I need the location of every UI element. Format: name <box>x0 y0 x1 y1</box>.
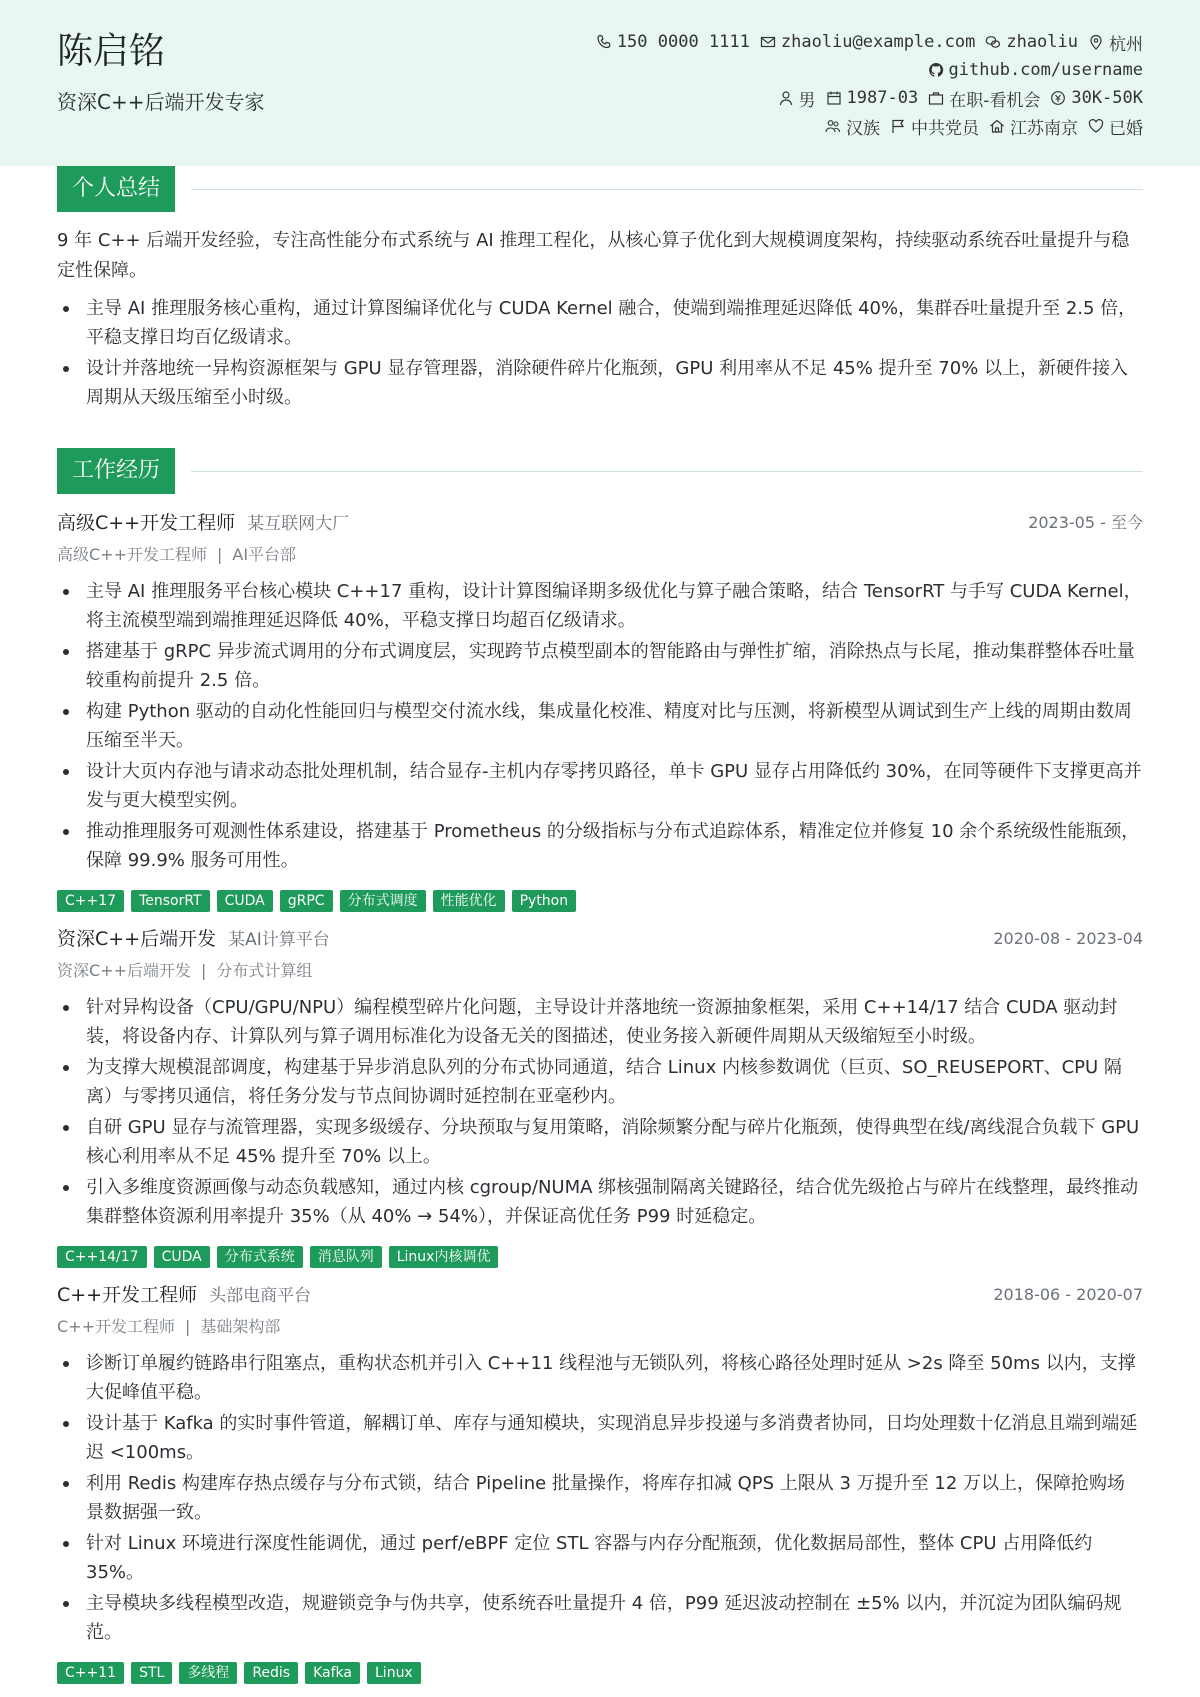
contact-row <box>423 56 1143 84</box>
list-item: 利用 Redis 构建库存热点缓存与分布式锁，结合 Pipeline 批量操作，将库存扣减 QPS 上限从 3 万提升至 12 万以上，保障抢购场景数据强一致。 <box>57 1469 1143 1527</box>
github-item[interactable] <box>928 60 1143 80</box>
list-item: 主导 AI 推理服务核心重构，通过计算图编译优化与 CUDA Kernel 融合，使端到端推理延迟降低 40%，集群吞吐量提升至 2.5 倍，平稳支撑日均百亿级请求。 <box>57 294 1143 352</box>
job-position: 资深C++后端开发 <box>57 961 191 980</box>
list-item: 针对 Linux 环境进行深度性能调优，通过 perf/eBPF 定位 STL 容器与内存分配瓶颈，优化数据局部性，整体 CPU 占用降低约 35%。 <box>57 1529 1143 1587</box>
resume-header <box>0 0 1200 166</box>
skill-tag: CUDA <box>154 1246 210 1268</box>
skill-tag: Linux <box>367 1662 421 1684</box>
section-divider <box>191 189 1143 190</box>
list-item: 主导 AI 推理服务平台核心模块 C++17 重构，设计计算图编译期多级优化与算子融合策略，结合 TensorRT 与手写 CUDA Kernel，将主流模型端到端推理延迟降低 40%，平稳支撑日均超百亿级请求。 <box>57 577 1143 635</box>
skill-tag: 消息队列 <box>310 1246 382 1268</box>
status-item <box>928 86 1040 111</box>
skill-tag: CUDA <box>217 890 273 912</box>
location-text: 杭州 <box>1109 34 1143 55</box>
github-icon <box>928 62 944 78</box>
skill-tag: Linux内核调优 <box>389 1246 499 1268</box>
ethnicity-item <box>825 114 880 139</box>
job-points <box>57 1349 1143 1649</box>
contact-info <box>423 28 1143 140</box>
job-title <box>57 510 349 537</box>
separator: | <box>201 961 207 980</box>
skill-tag: Python <box>512 890 577 912</box>
summary-points <box>57 294 1143 414</box>
separator: | <box>217 545 223 564</box>
job-department: 分布式计算组 <box>216 961 313 980</box>
skill-tags <box>57 890 583 912</box>
job-title-text: C++开发工程师 <box>57 1284 198 1306</box>
list-item: 搭建基于 gRPC 异步流式调用的分布式调度层，实现跨节点模型副本的智能路由与弹性扩缩，消除热点与长尾，推动集群整体吞吐量较重构前提升 2.5 倍。 <box>57 637 1143 695</box>
salary-text: 30K-50K <box>1071 88 1143 108</box>
summary-section-header <box>57 166 1143 212</box>
list-item: 诊断订单履约链路串行阻塞点，重构状态机并引入 C++11 线程池与无锁队列，将核心路径处理时延从 >2s 降至 50ms 以内，支撑大促峰值平稳。 <box>57 1349 1143 1407</box>
job-subline <box>57 959 312 983</box>
skill-tag: C++14/17 <box>57 1246 147 1268</box>
skill-tag: 多线程 <box>179 1662 237 1684</box>
list-item: 设计并落地统一异构资源框架与 GPU 显存管理器，消除硬件碎片化瓶颈，GPU 利用率从不足 45% 提升至 70% 以上，新硬件接入周期从天级压缩至小时级。 <box>57 354 1143 412</box>
contact-row <box>423 28 1143 56</box>
politics-text: 中共党员 <box>911 118 979 139</box>
location-item <box>1088 30 1143 55</box>
list-item: 自研 GPU 显存与流管理器，实现多级缓存、分块预取与复用策略，消除频繁分配与碎片化瓶颈，使得典型在线/离线混合负载下 GPU 核心利用率从不足 45% 提升至 70% 以上。 <box>57 1113 1143 1171</box>
location-pin-icon <box>1088 34 1104 50</box>
job-title-text: 资深C++后端开发 <box>57 928 217 950</box>
job-date: 2020-08 - 2023-04 <box>993 929 1143 948</box>
job-date: 2018-06 - 2020-07 <box>993 1285 1143 1304</box>
list-item: 为支撑大规模混部调度，构建基于异步消息队列的分布式协同通道，结合 Linux 内核参数调优（巨页、SO_REUSEPORT、CPU 隔离）与零拷贝通信，将任务分发与节点间协调时延控制在亚毫秒内。 <box>57 1053 1143 1111</box>
salary-item <box>1050 88 1143 108</box>
list-item: 设计基于 Kafka 的实时事件管道，解耦订单、库存与通知模块，实现消息异步投递与多消费者协同，日均处理数十亿消息且端到端延迟 <100ms。 <box>57 1409 1143 1467</box>
skill-tag: 分布式系统 <box>217 1246 303 1268</box>
salary-coin-icon <box>1050 90 1066 106</box>
job-points <box>57 577 1143 877</box>
list-item: 构建 Python 驱动的自动化性能回归与模型交付流水线，集成量化校准、精度对比与压测，将新模型从调试到生产上线的周期由数周压缩至半天。 <box>57 697 1143 755</box>
job-title <box>57 926 330 953</box>
separator: | <box>185 1317 191 1336</box>
mail-icon <box>760 34 776 50</box>
skill-tag: gRPC <box>280 890 333 912</box>
job-position: 高级C++开发工程师 <box>57 545 207 564</box>
job-points <box>57 993 1143 1233</box>
section-title: 工作经历 <box>57 448 175 494</box>
gender-item <box>778 86 816 111</box>
job-company: 某AI计算平台 <box>228 930 330 950</box>
github-text: github.com/username <box>948 60 1143 80</box>
skill-tags <box>57 1246 505 1268</box>
wechat-text: zhaoliu <box>1006 32 1078 52</box>
skill-tag: Redis <box>244 1662 298 1684</box>
heart-icon <box>1088 118 1104 134</box>
job-department: AI平台部 <box>232 545 297 564</box>
phone-text: 150 0000 1111 <box>616 32 750 52</box>
section-divider <box>191 471 1143 472</box>
home-icon <box>989 118 1005 134</box>
list-item: 主导模块多线程模型改造，规避锁竞争与伪共享，使系统吞吐量提升 4 倍，P99 延迟波动控制在 ±5% 以内，并沉淀为团队编码规范。 <box>57 1589 1143 1647</box>
skill-tag: C++11 <box>57 1662 124 1684</box>
list-item: 设计大页内存池与请求动态批处理机制，结合显存-主机内存零拷贝路径，单卡 GPU 显存占用降低约 30%，在同等硬件下支撑更高并发与更大模型实例。 <box>57 757 1143 815</box>
list-item: 针对异构设备（CPU/GPU/NPU）编程模型碎片化问题，主导设计并落地统一资源抽象框架，采用 C++14/17 结合 CUDA 驱动封装，将设备内存、计算队列与算子调用标准化为设备无关的图描述，使业务接入新硬件周期从天级缩短至小时级。 <box>57 993 1143 1051</box>
contact-row <box>423 112 1143 140</box>
email-item[interactable] <box>760 32 975 52</box>
briefcase-icon <box>928 90 944 106</box>
candidate-title: 资深C++后端开发专家 <box>57 90 265 114</box>
summary-intro: 9 年 C++ 后端开发经验，专注高性能分布式系统与 AI 推理工程化，从核心算子优化到大规模调度架构，持续驱动系统吞吐量提升与稳定性保障。 <box>57 230 1130 281</box>
job-date: 2023-05 - 至今 <box>1028 513 1143 532</box>
experience-section-header <box>57 448 1143 494</box>
ethnicity-text: 汉族 <box>846 118 880 139</box>
skill-tag: 分布式调度 <box>340 890 426 912</box>
status-text: 在职-看机会 <box>949 90 1041 111</box>
politics-item <box>890 114 979 139</box>
skill-tag: C++17 <box>57 890 124 912</box>
list-item: 推动推理服务可观测性体系建设，搭建基于 Prometheus 的分级指标与分布式追踪体系，精准定位并修复 10 余个系统级性能瓶颈，保障 99.9% 服务可用性。 <box>57 817 1143 875</box>
contact-row <box>423 84 1143 112</box>
list-item: 引入多维度资源画像与动态负载感知，通过内核 cgroup/NUMA 绑核强制隔离关键路径，结合优先级抢占与碎片在线整理，最终推动集群整体资源利用率提升 35%（从 40% → 54%），并保证高优任务 P99 时延稳定。 <box>57 1173 1143 1231</box>
skill-tags <box>57 1662 428 1684</box>
wechat-icon <box>985 34 1001 50</box>
hometown-text: 江苏南京 <box>1010 118 1078 139</box>
wechat-item[interactable] <box>985 32 1078 52</box>
job-subline <box>57 1315 280 1339</box>
candidate-name: 陈启铭 <box>57 31 166 72</box>
person-icon <box>778 90 794 106</box>
email-text: zhaoliu@example.com <box>780 32 976 52</box>
group-icon <box>825 118 841 134</box>
calendar-icon <box>826 90 842 106</box>
phone-item[interactable] <box>596 32 750 52</box>
job-title <box>57 1282 311 1309</box>
job-company: 头部电商平台 <box>209 1286 312 1306</box>
phone-icon <box>596 34 612 50</box>
section-title: 个人总结 <box>57 166 175 212</box>
marital-item <box>1088 114 1143 139</box>
job-title-text: 高级C++开发工程师 <box>57 512 236 534</box>
gender-text: 男 <box>798 90 816 111</box>
marital-text: 已婚 <box>1109 118 1143 139</box>
job-subline <box>57 543 296 567</box>
skill-tag: 性能优化 <box>433 890 505 912</box>
job-company: 某互联网大厂 <box>247 514 350 534</box>
birth-item <box>826 88 919 108</box>
hometown-item <box>989 114 1078 139</box>
job-position: C++开发工程师 <box>57 1317 175 1336</box>
skill-tag: Kafka <box>305 1662 360 1684</box>
job-department: 基础架构部 <box>200 1317 281 1336</box>
skill-tag: STL <box>131 1662 172 1684</box>
birth-text: 1987-03 <box>846 88 919 108</box>
flag-icon <box>890 118 906 134</box>
skill-tag: TensorRT <box>131 890 210 912</box>
